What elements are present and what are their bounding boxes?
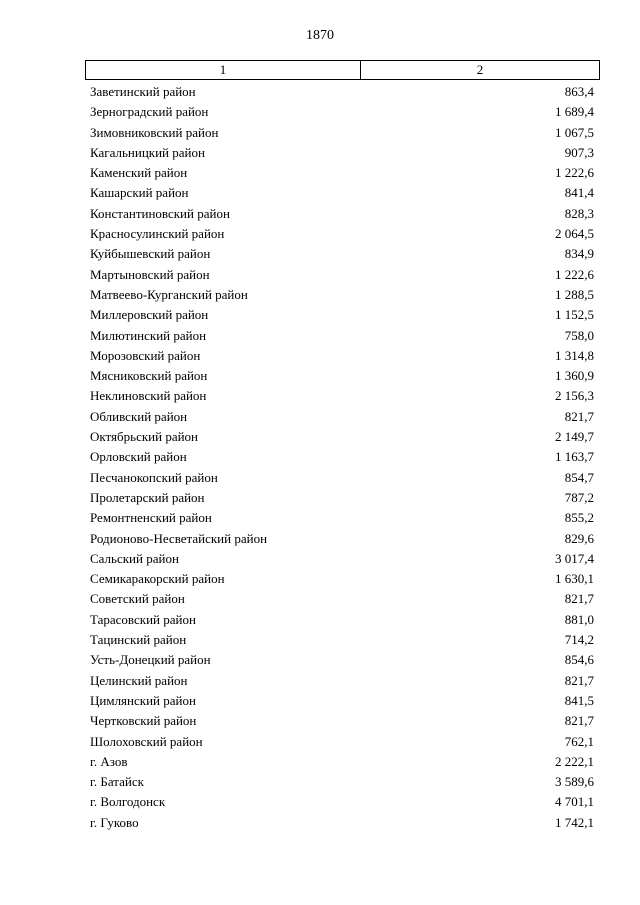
row-value: 854,7 <box>564 469 594 485</box>
row-value: 1 314,8 <box>555 347 594 363</box>
page-number: 1870 <box>306 28 334 43</box>
row-value: 787,2 <box>564 489 594 505</box>
row-value: 834,9 <box>564 246 594 262</box>
row-name: Зимовниковский район <box>90 124 219 140</box>
table-row <box>90 285 594 305</box>
row-value: 1 163,7 <box>555 449 594 465</box>
row-name: Семикаракорский район <box>90 571 225 587</box>
row-name: Кагальницкий район <box>90 144 205 160</box>
row-value: 841,5 <box>564 692 594 708</box>
column-header-2: 2 <box>476 62 484 77</box>
table-row <box>90 549 594 569</box>
row-name: Милютинский район <box>90 327 207 343</box>
row-name: Константиновский район <box>90 205 230 221</box>
row-name: Ремонтненский район <box>90 510 212 526</box>
row-name: Миллеровский район <box>90 307 209 323</box>
table-row <box>90 163 594 183</box>
row-name: Родионово-Несветайский район <box>90 530 268 546</box>
row-value: 1 222,6 <box>555 266 594 282</box>
row-value: 863,4 <box>564 84 594 99</box>
row-name: Мартыновский район <box>90 266 210 282</box>
table-row <box>90 813 594 833</box>
table-row <box>90 386 594 406</box>
row-name: Тарасовский район <box>90 611 196 627</box>
row-value: 1 222,6 <box>555 165 594 181</box>
table-row <box>90 792 594 812</box>
row-name: Обливский район <box>90 408 188 424</box>
row-name: Тацинский район <box>90 632 187 648</box>
table-row <box>90 589 594 609</box>
row-value: 3 017,4 <box>555 550 594 566</box>
table-row <box>90 529 594 549</box>
row-name: Сальский район <box>90 550 179 566</box>
row-name: Неклиновский район <box>90 388 207 404</box>
row-name: г. Азов <box>90 753 128 769</box>
row-name: Кашарский район <box>90 185 189 201</box>
table-row <box>90 305 594 325</box>
row-value: 1 152,5 <box>555 307 594 323</box>
row-value: 1 689,4 <box>555 104 594 120</box>
table-row <box>90 691 594 711</box>
row-value: 4 701,1 <box>555 794 594 810</box>
row-value: 821,7 <box>564 591 594 607</box>
table-row <box>90 204 594 224</box>
table-row <box>90 123 594 143</box>
row-value: 762,1 <box>564 733 594 749</box>
table-row <box>90 346 594 366</box>
row-value: 2 149,7 <box>555 429 594 445</box>
table-row <box>90 569 594 589</box>
table-row <box>90 407 594 427</box>
row-value: 854,6 <box>564 652 594 668</box>
row-name: г. Батайск <box>90 774 144 790</box>
row-name: Октябрьский район <box>90 429 198 445</box>
row-value: 1 742,1 <box>555 814 594 830</box>
row-value: 1 288,5 <box>555 286 594 302</box>
row-name: Мясниковский район <box>90 368 208 384</box>
row-value: 758,0 <box>564 327 594 343</box>
row-name: г. Волгодонск <box>90 794 166 810</box>
row-name: г. Гуково <box>90 814 139 830</box>
row-name: Зерноградский район <box>90 104 209 120</box>
row-value: 821,7 <box>564 408 594 424</box>
table-row <box>90 711 594 731</box>
row-name: Куйбышевский район <box>90 246 211 262</box>
table-row <box>90 488 594 508</box>
row-value: 821,7 <box>564 672 594 688</box>
table-row <box>90 224 594 244</box>
row-value: 2 064,5 <box>555 226 594 242</box>
row-value: 1 360,9 <box>555 368 594 384</box>
row-name: Пролетарский район <box>90 489 205 505</box>
row-value: 1 630,1 <box>555 571 594 587</box>
row-value: 1 067,5 <box>555 124 594 140</box>
table-row <box>90 265 594 285</box>
row-value: 2 156,3 <box>555 388 594 404</box>
table-row <box>90 630 594 650</box>
table-row <box>90 427 594 447</box>
table-row <box>90 752 594 772</box>
row-value: 881,0 <box>564 611 594 627</box>
table-row <box>90 102 594 122</box>
row-value: 3 589,6 <box>555 774 594 790</box>
row-name: Целинский район <box>90 672 188 688</box>
row-value: 841,4 <box>564 185 594 201</box>
row-name: Матвеево-Курганский район <box>90 286 248 302</box>
table-row <box>90 650 594 670</box>
column-header-1: 1 <box>86 61 361 79</box>
row-value: 714,2 <box>564 632 594 648</box>
row-value: 855,2 <box>564 510 594 526</box>
table-row <box>90 82 594 102</box>
table-row <box>90 143 594 163</box>
row-name: Морозовский район <box>90 347 201 363</box>
table-row <box>90 366 594 386</box>
row-name: Советский район <box>90 591 185 607</box>
row-value: 907,3 <box>564 144 594 160</box>
row-name: Красносулинский район <box>90 226 225 242</box>
row-value: 828,3 <box>564 205 594 221</box>
table-row <box>90 508 594 528</box>
row-name: Чертковский район <box>90 713 197 729</box>
row-name: Усть-Донецкий район <box>90 652 211 668</box>
row-name: Шолоховский район <box>90 733 203 749</box>
row-name: Цимлянский район <box>90 692 196 708</box>
table-row <box>90 447 594 467</box>
table-header <box>85 60 600 80</box>
table-row <box>90 732 594 752</box>
row-name: Песчанокопский район <box>90 469 218 485</box>
table-row <box>90 610 594 630</box>
table-row <box>90 244 594 264</box>
table-row <box>90 468 594 488</box>
row-name: Заветинский район <box>90 84 196 99</box>
table-row <box>90 183 594 203</box>
row-value: 821,7 <box>564 713 594 729</box>
row-name: Каменский район <box>90 165 188 181</box>
row-value: 829,6 <box>564 530 594 546</box>
table-row <box>90 772 594 792</box>
table-row <box>90 326 594 346</box>
table-body <box>90 82 594 833</box>
row-value: 2 222,1 <box>555 753 594 769</box>
row-name: Орловский район <box>90 449 187 465</box>
table-row <box>90 671 594 691</box>
